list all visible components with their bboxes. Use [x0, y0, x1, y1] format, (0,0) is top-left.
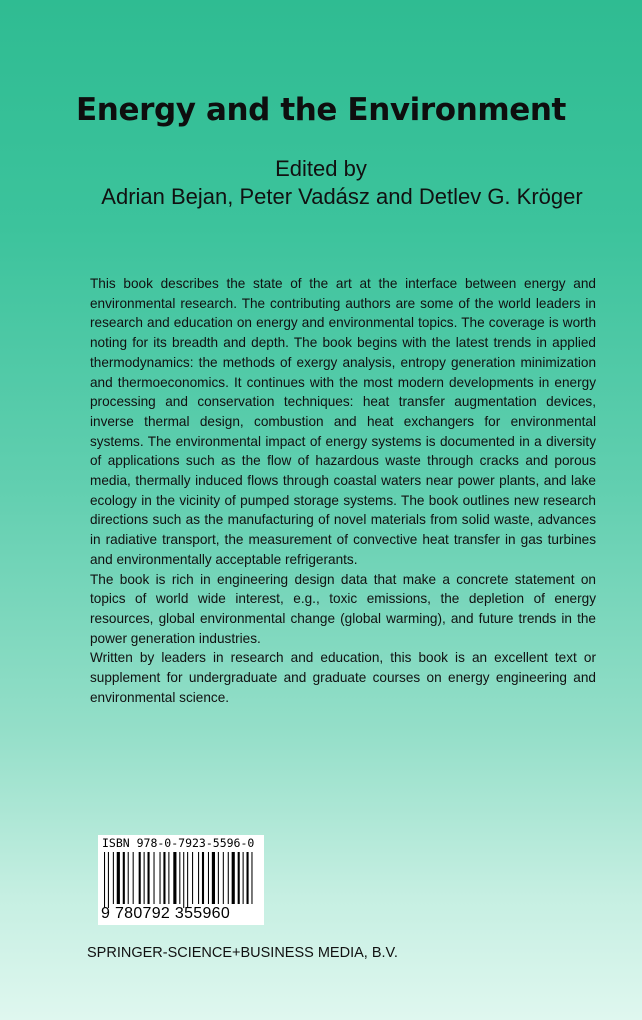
barcode-bar	[104, 852, 105, 908]
barcode-bar	[247, 852, 249, 904]
barcode-bar	[183, 852, 184, 908]
isbn-label: ISBN 978-0-7923-5596-0	[102, 836, 255, 850]
barcode-bar	[187, 852, 188, 908]
description-paragraph: Written by leaders in research and education, this book is an excellent text or supplement for undergraduate and graduate courses on energy engineering and environmental science.	[90, 650, 596, 705]
barcode-bar	[123, 852, 125, 904]
barcode-bars	[104, 852, 258, 908]
barcode-digits: 9 780792 355960	[101, 905, 231, 922]
barcode-bar	[163, 852, 165, 904]
edited-by-label: Edited by	[275, 156, 367, 181]
barcode-bar	[154, 852, 155, 904]
barcode-bar	[232, 852, 235, 904]
barcode-bar	[208, 852, 209, 904]
barcode-bar	[144, 852, 145, 904]
barcode-bar	[212, 852, 215, 904]
barcode-bar	[251, 852, 252, 904]
barcode-bar	[139, 852, 141, 904]
barcode-bar	[218, 852, 219, 904]
barcode-bar	[192, 852, 193, 904]
editors-names: Adrian Bejan, Peter Vadász and Detlev G. Kröger	[101, 184, 583, 209]
barcode-bar	[228, 852, 229, 904]
barcode-bar	[148, 852, 150, 904]
book-description	[90, 274, 596, 707]
book-title: Energy and the Environment	[76, 92, 566, 128]
barcode-bar	[128, 852, 129, 904]
publisher-name: SPRINGER-SCIENCE+BUSINESS MEDIA, B.V.	[87, 945, 398, 961]
description-paragraph: This book describes the state of the art at the interface between energy and environmental research. The contributing authors are some of the world leaders in research and education on energy and environmental topics. The coverage is worth noting for its breadth and depth. The book begins with the latest trends in applied thermodynamics: the methods of exergy analysis, entropy generation minimization and thermoeconomics. It continues with the most modern developments in energy processing and conservation techniques: heat transfer augmentation devices, inverse thermal design, combustion and heat exchangers for environmental systems. The environmental impact of energy systems is documented in a diversity of applications such as the flow of hazardous waste through cracks and porous media, thermally induced flows through coastal waters near power plants, and lake ecology in the vicinity of pumped storage systems. The book outlines new research directions such as the manufacturing of novel materials from solid waste, advances in radiative transport, the measurement of convective heat transfer in gas turbines and environmentally acceptable refrigerants.	[90, 276, 596, 567]
barcode-bar	[168, 852, 169, 904]
barcode-bar	[238, 852, 240, 904]
barcode-bar	[160, 852, 161, 904]
barcode-bar	[243, 852, 244, 904]
barcode-bar	[202, 852, 204, 904]
description-paragraph: The book is rich in engineering design data that make a concrete statement on topics of world wide interest, e.g., toxic emissions, the depletion of energy resources, global environmental change (global warming), and future trends in the power generation industries.	[90, 571, 596, 646]
isbn-barcode	[98, 835, 264, 925]
barcode-bar	[198, 852, 199, 904]
barcode-bar	[179, 852, 180, 904]
barcode-bar	[108, 852, 109, 908]
barcode-bar	[173, 852, 176, 904]
barcode-bar	[223, 852, 224, 904]
barcode-bar	[117, 852, 120, 904]
barcode-bar	[133, 852, 134, 904]
barcode-bar	[113, 852, 114, 904]
